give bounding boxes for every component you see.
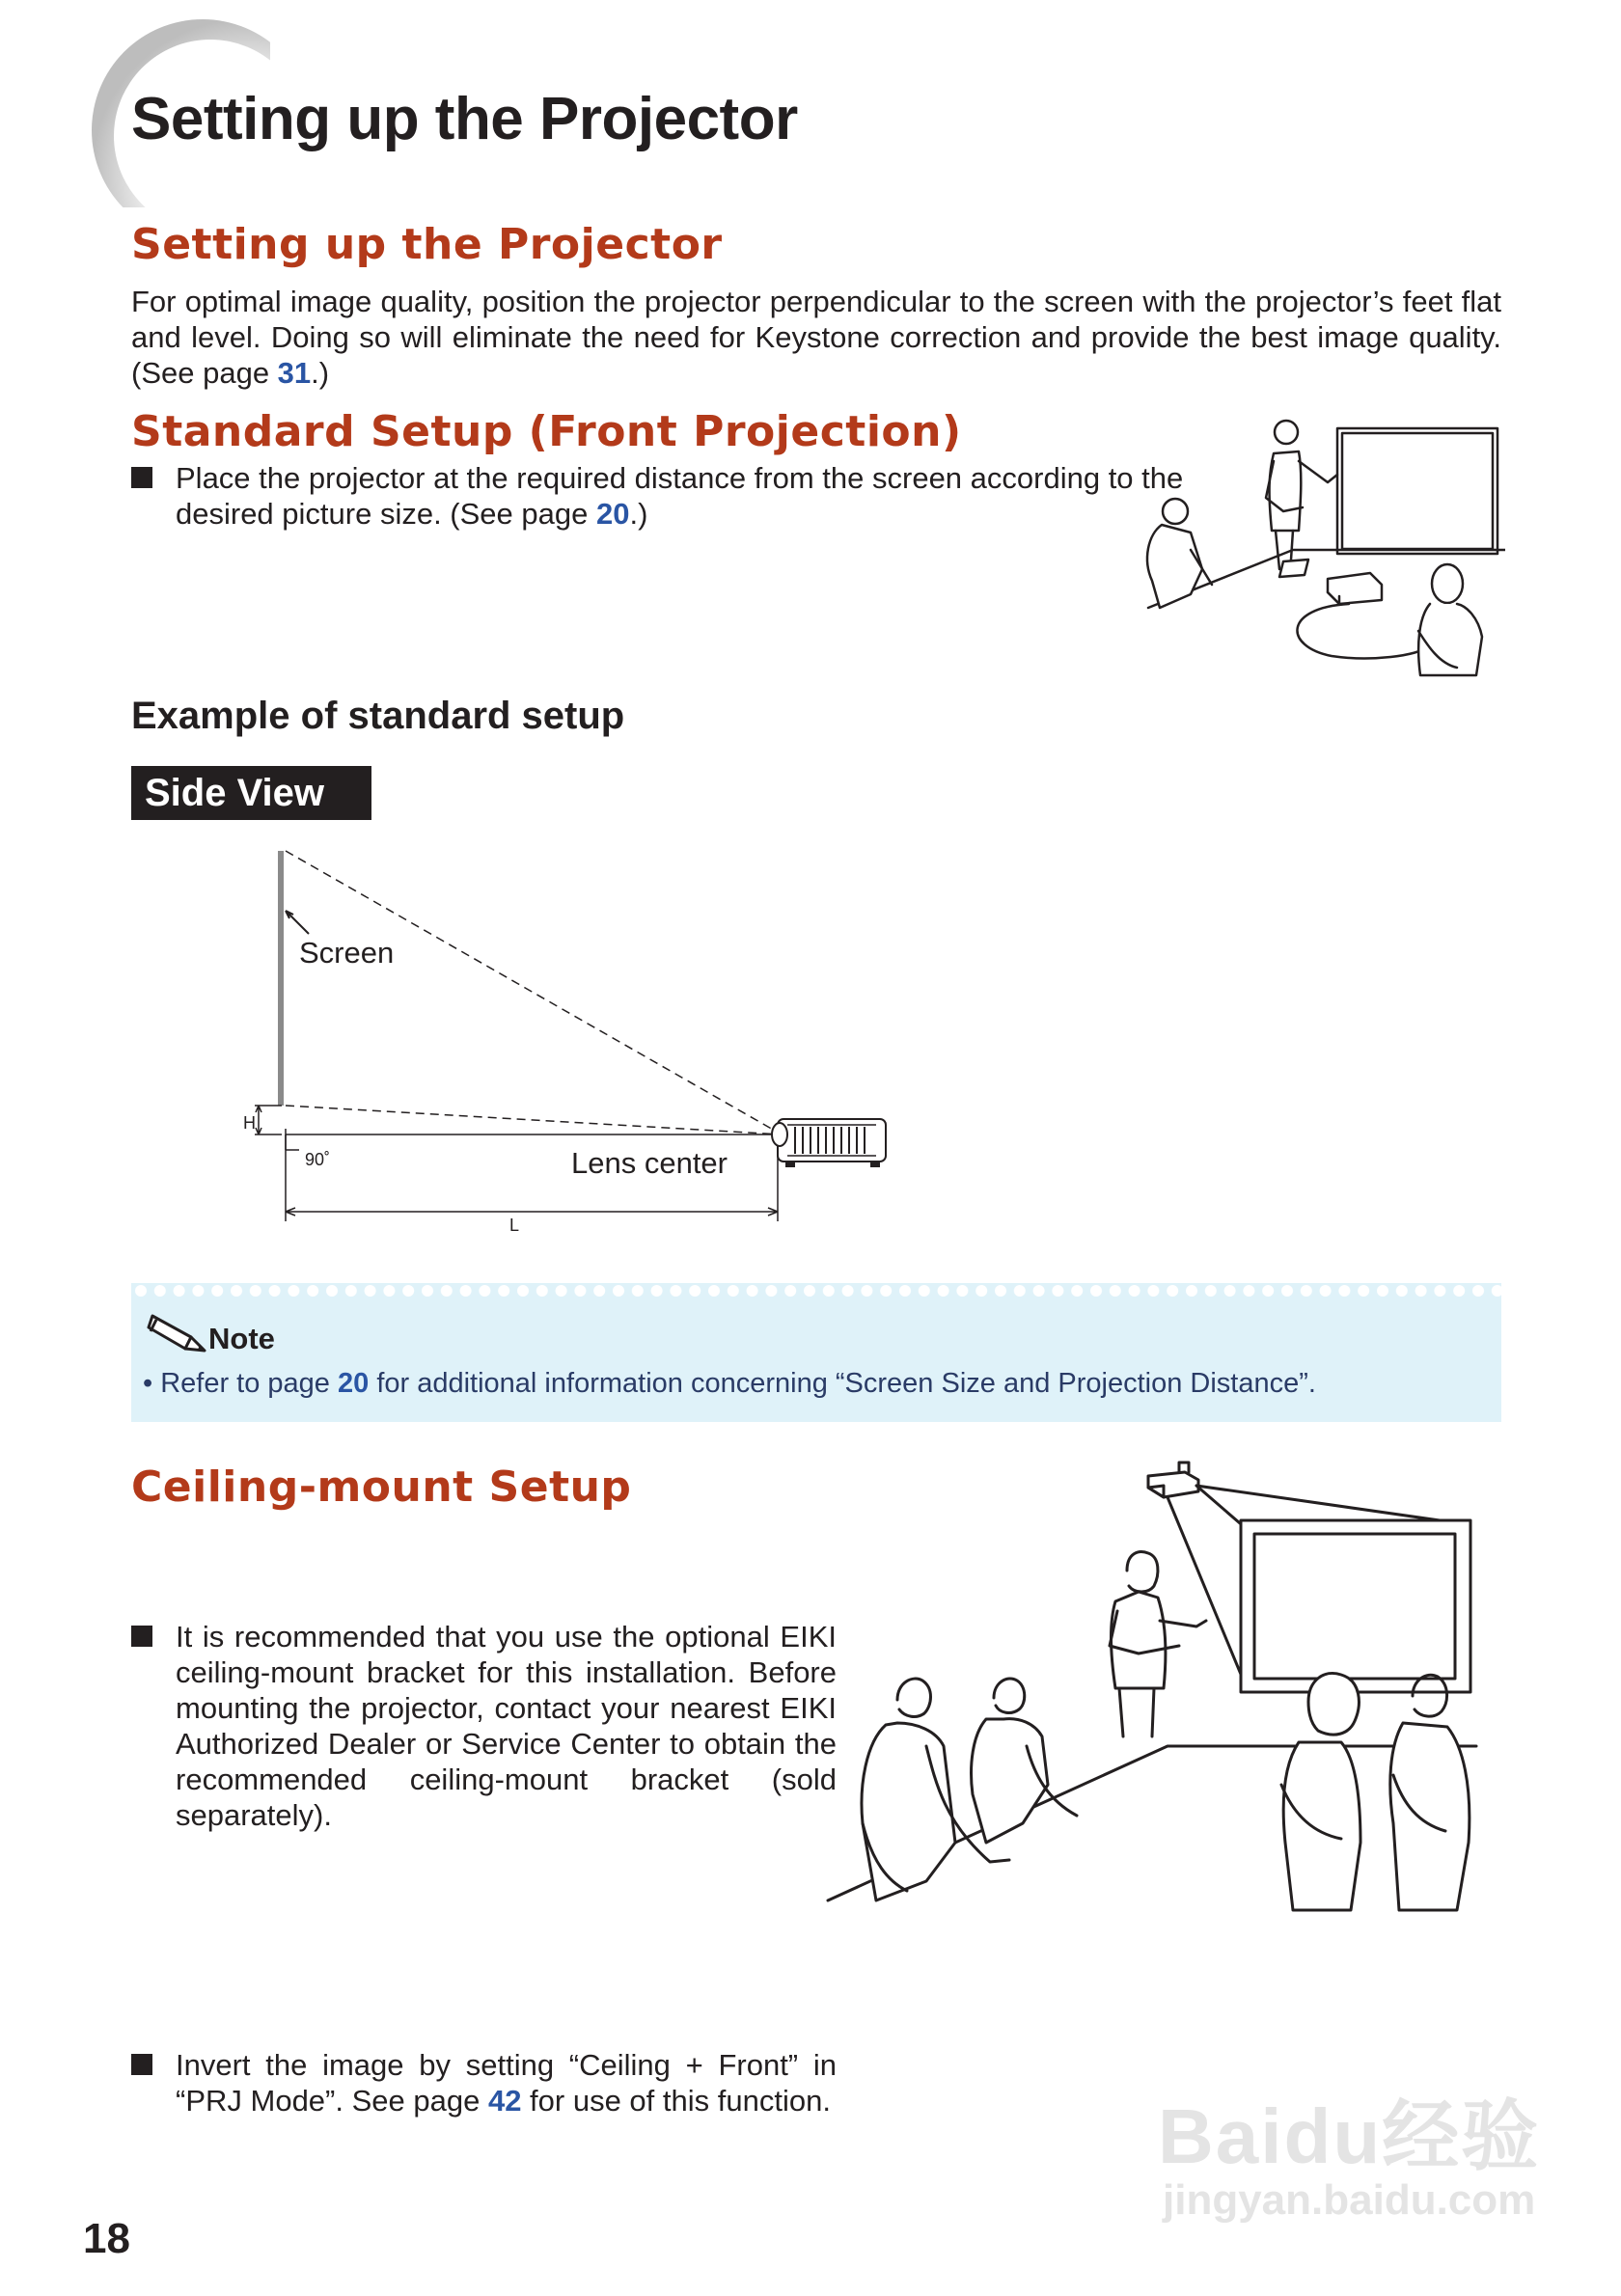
standard-setup-bullet <box>131 460 1189 532</box>
side-view-label: Side View <box>131 766 371 820</box>
front-projection-illustration <box>1139 415 1505 704</box>
ceiling-bullet-1 <box>131 1619 837 1833</box>
setup-text: For optimal image quality, position the projector perpendicular to the screen with the projector’s feet flat and level. Doing so will eliminate the need for Keystone correction and provide the best image quality. (See page <box>131 285 1501 390</box>
bullet-text-end: .) <box>629 497 648 531</box>
watermark-logo <box>1158 2074 1540 2185</box>
seated-figure-right-woman <box>1281 1673 1360 1910</box>
note-text-start: • Refer to page <box>143 1368 338 1399</box>
setup-text-end: .) <box>311 356 330 390</box>
l-label: L <box>509 1216 520 1235</box>
setup-paragraph <box>131 284 1501 391</box>
seated-figure-middle <box>972 1679 1077 1843</box>
screen-surface <box>278 851 284 1106</box>
section-title-standard-setup: Standard Setup (Front Projection) <box>131 407 962 456</box>
h-label: H <box>243 1113 256 1133</box>
presenter-figure <box>1110 1552 1206 1736</box>
watermark-url: jingyan.baidu.com <box>1163 2176 1536 2224</box>
ceiling-mount-illustration <box>820 1457 1496 1929</box>
screen-pointer <box>286 911 309 934</box>
bullet-square-icon <box>131 1626 152 1647</box>
beam-lower <box>286 1106 782 1134</box>
h-dimension <box>255 1106 282 1134</box>
screen-label: Screen <box>299 936 395 970</box>
watermark-line1: Baidu经验 <box>1158 2093 1541 2179</box>
section-title-setup: Setting up the Projector <box>131 220 723 269</box>
seated-figure-right-man <box>1390 1675 1470 1910</box>
note-title: Note <box>208 1322 275 1355</box>
lens-center-label: Lens center <box>571 1146 728 1180</box>
note-text <box>143 1366 1316 1402</box>
note-box <box>131 1283 1501 1422</box>
beam-upper <box>286 851 782 1134</box>
page-link-20[interactable]: 20 <box>595 497 630 531</box>
projector-icon <box>772 1119 886 1167</box>
bullet-text: Place the projector at the required distance from the screen according to the desired picture size. (See page <box>176 461 1184 531</box>
ceiling-projector-icon <box>1148 1462 1198 1497</box>
page-link-42[interactable]: 42 <box>487 2084 522 2118</box>
bullet-square-icon <box>131 467 152 488</box>
page-link-31[interactable]: 31 <box>277 356 312 390</box>
section-title-ceiling-mount: Ceiling-mount Setup <box>131 1462 632 1512</box>
side-view-diagram <box>232 839 907 1244</box>
page-number: 18 <box>83 2215 130 2262</box>
ceiling-bullet-2-text-end: for use of this function. <box>521 2084 831 2118</box>
angle-label: 90˚ <box>305 1150 331 1169</box>
ceiling-bullet-2 <box>131 2047 837 2118</box>
right-angle-mark <box>286 1134 299 1150</box>
pencil-icon <box>147 1308 208 1358</box>
bullet-square-icon <box>131 2054 152 2075</box>
note-text-end: for additional information concerning “Screen Size and Projection Distance”. <box>369 1368 1316 1399</box>
note-page-link-20[interactable]: 20 <box>338 1368 370 1399</box>
page-title: Setting up the Projector <box>131 86 798 152</box>
ceiling-bullet-2-text: Invert the image by setting “Ceiling + Front” in “PRJ Mode”. See page <box>176 2048 837 2118</box>
example-heading: Example of standard setup <box>131 695 625 737</box>
ceiling-bullet-1-text: It is recommended that you use the optional EIKI ceiling-mount bracket for this installation. Before mounting the projector, contact your nearest EIKI Authorized Dealer or Service Center to obtain the recommended ceiling-mount bracket (sold separately). <box>176 1620 837 1832</box>
note-dots-border <box>131 1283 1501 1306</box>
